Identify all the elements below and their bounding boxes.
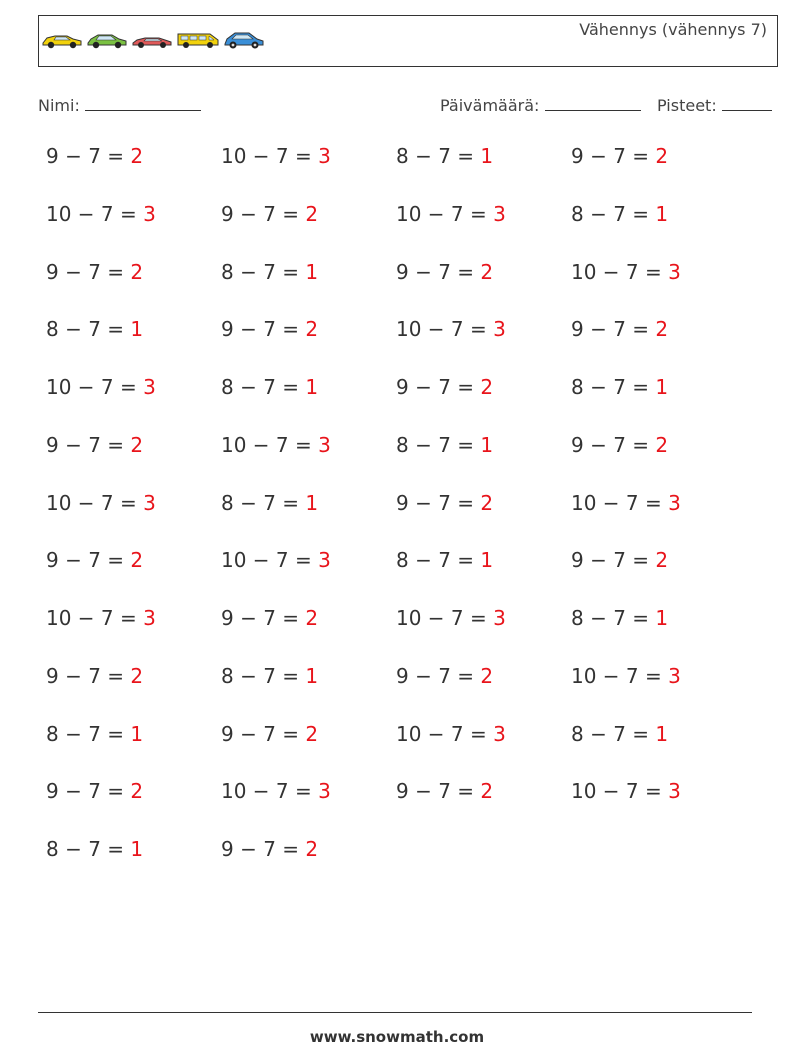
problem-question: 9 − 7 =: [46, 663, 131, 688]
problem-answer: 2: [480, 490, 494, 515]
problem-question: 8 − 7 =: [46, 721, 131, 746]
problem-item: [221, 779, 331, 803]
problem-item: [221, 317, 318, 341]
problem-item: [396, 317, 506, 341]
problem-answer: 2: [305, 201, 319, 226]
problem-answer: 3: [143, 606, 156, 630]
footer-divider: [38, 1012, 752, 1013]
problem-item: [46, 144, 143, 168]
problem-answer: 2: [480, 259, 494, 284]
problem-item: [571, 260, 681, 284]
problem-answer: 3: [493, 606, 506, 630]
problem-item: [571, 722, 668, 746]
problem-item: [221, 606, 318, 630]
problem-answer: 1: [305, 259, 319, 284]
problem-item: [396, 144, 493, 168]
problem-item: [571, 433, 668, 457]
problem-question: 8 − 7 =: [221, 259, 306, 284]
problem-question: 8 − 7 =: [221, 663, 306, 688]
problem-answer: 2: [130, 663, 144, 688]
problem-answer: 1: [655, 201, 669, 226]
problem-item: [46, 202, 156, 226]
problem-answer: 1: [480, 548, 494, 573]
problem-question: 9 − 7 =: [571, 432, 656, 457]
problem-question: 9 − 7 =: [571, 548, 656, 573]
worksheet-title: Vähennys (vähennys 7): [579, 20, 767, 39]
problem-answer: 1: [655, 721, 669, 746]
date-label: Päivämäärä:: [440, 96, 540, 115]
problem-answer: 3: [318, 144, 331, 168]
problem-question: 10 − 7 =: [571, 663, 669, 688]
problem-answer: 2: [480, 663, 494, 688]
date-line[interactable]: [545, 94, 641, 111]
problem-answer: 2: [305, 606, 319, 630]
problem-answer: 2: [305, 837, 319, 861]
problem-question: 8 − 7 =: [396, 548, 481, 573]
problem-answer: 2: [130, 548, 144, 573]
green-car-icon: [86, 30, 128, 50]
problem-item: [46, 260, 143, 284]
problem-question: 10 − 7 =: [46, 606, 144, 630]
problem-question: 9 − 7 =: [46, 779, 131, 804]
problem-answer: 3: [143, 375, 156, 399]
problem-question: 9 − 7 =: [571, 317, 656, 342]
problem-question: 9 − 7 =: [46, 144, 131, 168]
problem-item: [221, 722, 318, 746]
score-line[interactable]: [722, 94, 772, 111]
problem-answer: 3: [493, 317, 506, 342]
problem-answer: 1: [655, 606, 669, 630]
problem-question: 10 − 7 =: [396, 721, 494, 746]
problem-answer: 3: [668, 490, 681, 515]
problem-question: 9 − 7 =: [396, 375, 481, 399]
problem-answer: 3: [493, 201, 506, 226]
problem-question: 9 − 7 =: [396, 779, 481, 804]
problem-question: 10 − 7 =: [46, 201, 144, 226]
problem-item: [396, 260, 493, 284]
problem-item: [46, 606, 156, 630]
problem-item: [221, 144, 331, 168]
problem-answer: 2: [130, 432, 144, 457]
problem-item: [571, 375, 668, 399]
problem-item: [571, 606, 668, 630]
problem-question: 8 − 7 =: [46, 317, 131, 342]
problem-answer: 1: [305, 663, 319, 688]
problem-answer: 1: [480, 432, 494, 457]
problem-item: [46, 491, 156, 515]
problem-question: 9 − 7 =: [46, 432, 131, 457]
problem-answer: 2: [480, 375, 494, 399]
problem-item: [46, 779, 143, 803]
problem-item: [571, 779, 681, 803]
problem-answer: 2: [480, 779, 494, 804]
problem-question: 9 − 7 =: [396, 490, 481, 515]
yellow-car-icon: [41, 30, 83, 50]
problem-answer: 1: [305, 490, 319, 515]
problem-question: 10 − 7 =: [221, 548, 319, 573]
problem-question: 9 − 7 =: [221, 201, 306, 226]
problem-answer: 3: [318, 779, 331, 804]
footer-url: www.snowmath.com: [309, 1028, 485, 1046]
problem-item: [571, 144, 668, 168]
problem-question: 9 − 7 =: [396, 259, 481, 284]
problem-answer: 1: [480, 144, 494, 168]
problem-item: [221, 837, 318, 861]
worksheet-header: [38, 15, 778, 67]
score-field[interactable]: [657, 94, 772, 115]
problem-item: [571, 317, 668, 341]
problem-item: [221, 375, 318, 399]
problem-answer: 1: [130, 721, 144, 746]
problem-item: [571, 202, 668, 226]
problem-question: 10 − 7 =: [46, 375, 144, 399]
problem-question: 10 − 7 =: [571, 779, 669, 804]
name-line[interactable]: [85, 94, 201, 111]
problem-item: [46, 664, 143, 688]
problem-item: [396, 664, 493, 688]
problem-question: 8 − 7 =: [46, 837, 131, 861]
problem-answer: 2: [305, 721, 319, 746]
problem-question: 8 − 7 =: [571, 606, 656, 630]
problem-answer: 3: [318, 548, 331, 573]
score-label: Pisteet:: [657, 96, 717, 115]
problem-question: 10 − 7 =: [396, 606, 494, 630]
problem-item: [571, 491, 681, 515]
red-car-icon: [131, 30, 173, 50]
problem-answer: 3: [668, 779, 681, 804]
problem-item: [46, 548, 143, 572]
problem-question: 9 − 7 =: [46, 548, 131, 573]
problem-question: 9 − 7 =: [221, 721, 306, 746]
problem-item: [221, 260, 318, 284]
problem-answer: 1: [130, 837, 144, 861]
problem-question: 9 − 7 =: [46, 259, 131, 284]
problem-answer: 2: [655, 317, 669, 342]
problem-answer: 1: [305, 375, 319, 399]
problem-question: 9 − 7 =: [571, 144, 656, 168]
problem-answer: 2: [655, 432, 669, 457]
problem-question: 8 − 7 =: [396, 432, 481, 457]
problem-item: [396, 202, 506, 226]
problem-item: [396, 779, 493, 803]
blue-car-icon: [223, 30, 265, 50]
name-label: Nimi:: [38, 96, 80, 115]
problem-question: 10 − 7 =: [221, 432, 319, 457]
problem-item: [46, 837, 143, 861]
problem-item: [396, 548, 493, 572]
problem-question: 9 − 7 =: [221, 606, 306, 630]
problem-question: 10 − 7 =: [396, 317, 494, 342]
problem-question: 10 − 7 =: [221, 779, 319, 804]
problem-item: [571, 548, 668, 572]
problem-item: [221, 664, 318, 688]
problem-answer: 3: [318, 432, 331, 457]
problem-answer: 3: [143, 490, 156, 515]
problem-item: [46, 317, 143, 341]
problem-item: [46, 433, 143, 457]
problem-answer: 2: [130, 144, 144, 168]
problem-item: [571, 664, 681, 688]
problem-answer: 2: [305, 317, 319, 342]
problem-question: 9 − 7 =: [396, 663, 481, 688]
problem-answer: 3: [143, 201, 156, 226]
problem-answer: 3: [493, 721, 506, 746]
date-field[interactable]: [440, 94, 641, 115]
problem-item: [221, 202, 318, 226]
problem-item: [396, 433, 493, 457]
problem-question: 9 − 7 =: [221, 837, 306, 861]
problem-question: 10 − 7 =: [221, 144, 319, 168]
problem-item: [221, 433, 331, 457]
problem-question: 10 − 7 =: [571, 259, 669, 284]
problem-question: 10 − 7 =: [396, 201, 494, 226]
problem-item: [221, 548, 331, 572]
car-icons: [41, 30, 265, 52]
problem-question: 8 − 7 =: [221, 375, 306, 399]
problem-item: [396, 722, 506, 746]
problem-question: 9 − 7 =: [221, 317, 306, 342]
problem-question: 8 − 7 =: [571, 721, 656, 746]
problem-question: 8 − 7 =: [396, 144, 481, 168]
yellow-van-icon: [176, 30, 220, 50]
problem-answer: 1: [130, 317, 144, 342]
problem-answer: 2: [130, 779, 144, 804]
problem-answer: 2: [130, 259, 144, 284]
problem-answer: 3: [668, 259, 681, 284]
problem-question: 8 − 7 =: [571, 201, 656, 226]
problem-answer: 1: [655, 375, 669, 399]
problem-question: 8 − 7 =: [221, 490, 306, 515]
problem-answer: 2: [655, 548, 669, 573]
problem-item: [221, 491, 318, 515]
problem-item: [396, 375, 493, 399]
problem-item: [396, 491, 493, 515]
problem-question: 10 − 7 =: [571, 490, 669, 515]
name-field[interactable]: [38, 94, 201, 115]
problem-item: [46, 375, 156, 399]
problem-question: 10 − 7 =: [46, 490, 144, 515]
problem-item: [46, 722, 143, 746]
problem-answer: 3: [668, 663, 681, 688]
problem-answer: 2: [655, 144, 669, 168]
problem-item: [396, 606, 506, 630]
problem-question: 8 − 7 =: [571, 375, 656, 399]
